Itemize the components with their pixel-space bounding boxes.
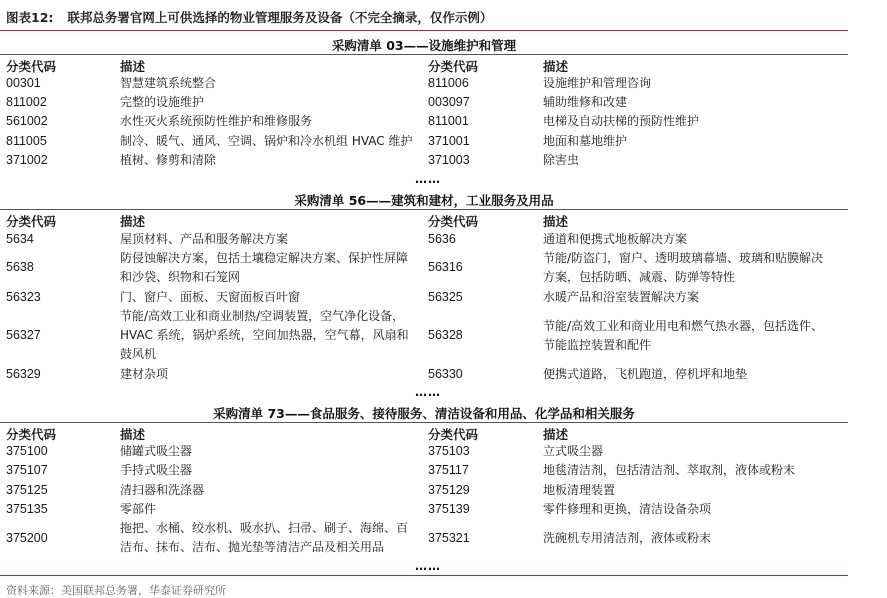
table-row-code: 375100 xyxy=(6,444,48,458)
table-row-desc: 清扫器和洗涤器 xyxy=(120,483,205,497)
table-row-desc: 通道和便携式地板解决方案 xyxy=(543,232,688,246)
section-heading-03: 采购清单 03——设施维护和管理 xyxy=(331,38,517,53)
table-row-code: 375103 xyxy=(428,444,470,458)
table-row-code: 811006 xyxy=(428,76,469,90)
table-row-code: 375139 xyxy=(428,502,470,516)
table-row-desc: 制冷、暖气、通风、空调、锅炉和冷水机组 HVAC 维护 xyxy=(120,134,413,148)
table-row-desc: 拖把、水桶、绞水机、吸水扒、扫帚、刷子、海绵、百 xyxy=(120,521,409,535)
table-row-code: 811005 xyxy=(6,134,47,148)
table-row-code: 375117 xyxy=(428,463,469,477)
table-row-desc: 辅助维修和改建 xyxy=(543,95,628,109)
figure-number: 图表12: xyxy=(6,10,54,25)
table-row-desc: 完整的设施维护 xyxy=(120,95,205,109)
table-row-desc: 水性灭火系统预防性维护和维修服务 xyxy=(120,114,313,128)
source-note: 资料来源：美国联邦总务署，华泰证券研究所 xyxy=(6,584,226,597)
table-row-desc: 建材杂项 xyxy=(120,367,169,381)
table-row-desc: 鼓风机 xyxy=(120,347,157,361)
table-row-code: 5634 xyxy=(6,232,34,246)
col-head-code-right: 分类代码 xyxy=(428,214,479,229)
table-row-desc: 地毯清洁剂，包括清洁剂、萃取剂，液体或粉末 xyxy=(543,463,796,477)
table-row-desc: 水暖产品和浴室装置解决方案 xyxy=(543,290,700,304)
table-row-code: 371003 xyxy=(428,153,470,167)
table-row-code: 5636 xyxy=(428,232,456,246)
table-row-code: 375321 xyxy=(428,531,470,545)
table-row-code: 561002 xyxy=(6,114,48,128)
table-row-desc: 洗碗机专用清洁剂，液体或粉末 xyxy=(543,531,712,545)
omission-ellipsis: …… xyxy=(415,559,441,573)
table-row-desc: 电梯及自动扶梯的预防性维护 xyxy=(543,114,700,128)
table-row-desc: 节能/高效工业和商业制热/空调装置，空气净化设备， xyxy=(120,309,405,323)
table-row-code: 375125 xyxy=(6,483,48,497)
section-heading-73: 采购清单 73——食品服务、接待服务、清洁设备和用品、化学品和相关服务 xyxy=(213,406,635,421)
table-row-desc: 立式吸尘器 xyxy=(543,444,604,458)
table-row-code: 00301 xyxy=(6,76,41,90)
col-head-code-right: 分类代码 xyxy=(428,59,479,74)
table-row-desc: 地板清理装置 xyxy=(543,483,616,497)
col-head-desc-left: 描述 xyxy=(120,427,146,442)
col-head-desc-right: 描述 xyxy=(543,427,569,442)
table-row-code: 003097 xyxy=(428,95,470,109)
table-row-desc: 零部件 xyxy=(120,502,157,516)
col-head-desc-right: 描述 xyxy=(543,59,569,74)
table-row-desc: 和沙袋、织物和石笼网 xyxy=(120,270,241,284)
table-row-desc: 防侵蚀解决方案，包括土壤稳定解决方案、保护性屏障 xyxy=(120,251,409,265)
table-row-desc: 植树、修剪和清除 xyxy=(120,153,217,167)
table-row-code: 811001 xyxy=(428,114,469,128)
section-rule-73 xyxy=(0,422,848,423)
table-row-desc: 储罐式吸尘器 xyxy=(120,444,193,458)
col-head-desc-right: 描述 xyxy=(543,214,569,229)
table-row-desc: 便携式道路，飞机跑道，停机坪和地垫 xyxy=(543,367,748,381)
col-head-code-right: 分类代码 xyxy=(428,427,479,442)
col-head-code-left: 分类代码 xyxy=(6,59,57,74)
table-row-desc: 地面和墓地维护 xyxy=(543,134,628,148)
table-row-code: 375129 xyxy=(428,483,470,497)
section-rule-03 xyxy=(0,54,848,55)
table-row-code: 56325 xyxy=(428,290,463,304)
table-row-code: 371002 xyxy=(6,153,48,167)
table-row-desc: HVAC 系统，锅炉系统，空间加热器，空气幕，风扇和 xyxy=(120,328,409,342)
table-row-desc: 除害虫 xyxy=(543,153,580,167)
table-row-code: 56329 xyxy=(6,367,41,381)
section-heading-56: 采购清单 56——建筑和建材，工业服务及用品 xyxy=(294,193,554,208)
figure-caption: 联邦总务署官网上可供选择的物业管理服务及设备（不完全摘录，仅作示例） xyxy=(67,10,493,25)
table-row-code: 56323 xyxy=(6,290,41,304)
table-row-code: 56316 xyxy=(428,260,463,274)
table-row-desc: 节能/防盗门，窗户、透明玻璃幕墙、玻璃和贴膜解决 xyxy=(543,251,824,265)
table-row-desc: 节能监控装置和配件 xyxy=(543,338,652,352)
col-head-code-left: 分类代码 xyxy=(6,214,57,229)
table-row-desc: 洁布、抹布、洁布、抛光垫等清洁产品及相关用品 xyxy=(120,540,385,554)
table-row-desc: 屋顶材料、产品和服务解决方案 xyxy=(120,232,289,246)
omission-ellipsis: …… xyxy=(415,385,441,399)
table-row-desc: 设施维护和管理咨询 xyxy=(543,76,652,90)
table-row-desc: 零件修理和更换，清洁设备杂项 xyxy=(543,502,712,516)
col-head-code-left: 分类代码 xyxy=(6,427,57,442)
table-row-desc: 方案，包括防晒、减震、防弹等特性 xyxy=(543,270,736,284)
table-row-desc: 智慧建筑系统整合 xyxy=(120,76,217,90)
table-row-code: 375135 xyxy=(6,502,48,516)
col-head-desc-left: 描述 xyxy=(120,59,146,74)
bottom-rule xyxy=(0,575,848,576)
table-row-code: 56330 xyxy=(428,367,463,381)
table-row-code: 5638 xyxy=(6,260,34,274)
table-row-desc: 门、窗户、面板、天窗面板百叶窗 xyxy=(120,290,301,304)
col-head-desc-left: 描述 xyxy=(120,214,146,229)
table-row-code: 375200 xyxy=(6,531,48,545)
table-row-desc: 手持式吸尘器 xyxy=(120,463,193,477)
top-rule xyxy=(0,30,848,31)
table-row-code: 375107 xyxy=(6,463,48,477)
table-row-code: 56328 xyxy=(428,328,463,342)
omission-ellipsis: …… xyxy=(415,172,441,186)
table-row-code: 56327 xyxy=(6,328,41,342)
table-row-desc: 节能/高效工业和商业用电和燃气热水器，包括选件、 xyxy=(543,319,824,333)
table-row-code: 811002 xyxy=(6,95,47,109)
table-row-code: 371001 xyxy=(428,134,470,148)
figure-title xyxy=(6,8,866,26)
section-rule-56 xyxy=(0,209,848,210)
